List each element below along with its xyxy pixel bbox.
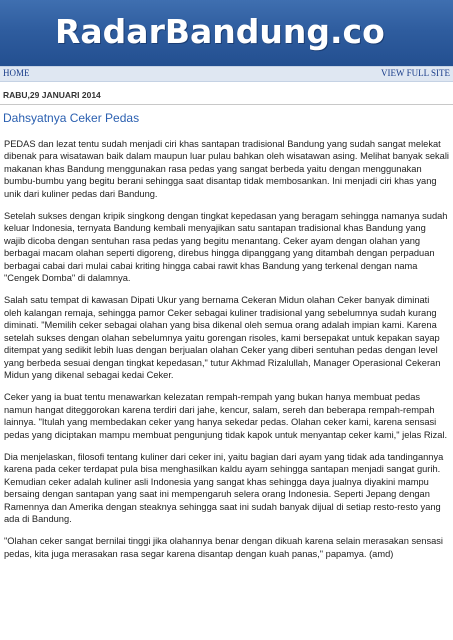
- site-header: [0, 0, 453, 66]
- article-title[interactable]: Dahsyatnya Ceker Pedas: [3, 111, 140, 125]
- site-logo[interactable]: RadarBandung.co: [55, 12, 385, 51]
- article-paragraph: Ceker yang ia buat tentu menawarkan kelezatan rempah-rempah yang bukan hanya membuat pedas namun hangat diteggorokan karena terdiri dari jahe, kencur, salam, sereh dan beberapa rempah-rempah lainnya. "Itulah yang membedakan ceker yang hanya sekedar pedas. Olahan ceker kami, karena sensasi pedas yang diciptakan mampu membuat pengunjung tidak kapok untuk menyantap ceker kami," jelas Rizal.: [4, 392, 448, 440]
- home-link[interactable]: HOME: [3, 68, 30, 78]
- article-paragraph: Dia menjelaskan, filosofi tentang kuliner dari ceker ini, yaitu bagian dari ayam yang tidak ada tandingannya karena pada ceker terdapat pula bisa menghasilkan kaldu ayam sehingga santapan menjadi sangat gurih. Kemudian ceker adalah kuliner asli Indonesia yang sangat khas sehingga daya jualnya diyakini mampu bersaing dengan santapan yang saat ini mempengaruh selera orang Indonesia. Seperti Jepang dengan Ramennya dan Amerika dengan steaknya sehingga saat ini sudah banyak dijual di setiap resto-resto yang ada di Bandung.: [4, 451, 444, 524]
- view-full-site-link[interactable]: VIEW FULL SITE: [381, 68, 450, 78]
- article-body: [4, 138, 449, 570]
- article-paragraph: Setelah sukses dengan kripik singkong dengan tingkat kepedasan yang beragam sehingga namanya sudah keluar Indonesia, ternyata Bandung kembali menyajikan satu santapan tradisional khas Bandung yang wajib dicoba dengan sentuhan rasa pedas yang begitu menantang. Ceker ayam dengan olahan yang berbagai macam olahan seperti digoreng, direbus hingga dipanggang yang ditambah dengan perpaduan berbagai cabai dari mulai cabai kriting hingga cabai rawit khas Bandung yang terkenal dengan nama "Cengek Domba" di dalamnya.: [4, 211, 448, 284]
- article-paragraph: Salah satu tempat di kawasan Dipati Ukur yang bernama Cekeran Midun olahan Ceker banyak diminati oleh kalangan remaja, sehingga pamor Ceker sebagai kuliner tradisional yang sebelumnya sudah kurang diminati. "Memilih ceker sebagai olahan yang bisa dikenal oleh semua orang adalah impian kami. Karena setelah sukses dengan olahan sebelumnya yaitu gorengan risoles, kami bersepakat untuk kepakan sayap ditempat yang sedikit lebih luas dengan berjualan olahan Ceker yang diberi sentuhan pedas dengan level yang berbeda sesuai dengan tingkat kepedasan," tutur Akhmad Rizalullah, Manager Operasional Cekeran Midun yang dikenal sebagai kedai Ceker.: [4, 295, 441, 380]
- divider: [0, 104, 453, 105]
- top-nav: [0, 66, 453, 82]
- article-date: RABU,29 JANUARI 2014: [3, 90, 101, 100]
- article-paragraph: PEDAS dan lezat tentu sudah menjadi ciri khas santapan tradisional Bandung yang sudah sangat melekat dibenak para wisatawan baik dalam maupun luar pulau bahkan oleh wisatawan asing. Melihat banyak sekali makanan khas Bandung menggunakan rasa pedas yang sangat berbeda yaitu dengan menggunakan bumbu-bumbu yang begitu berani sehingga saat disantap tidak membosankan. Ini menjadi ciri khas yang unik dari kuliner pedas dari Bandung.: [4, 139, 449, 199]
- article-paragraph: "Olahan ceker sangat bernilai tinggi jika olahannya benar dengan dikuah karena selain merasakan sensasi pedas, kita juga merasakan rasa segar karena disantap dengan kuah panas," papamya. (amd): [4, 536, 443, 559]
